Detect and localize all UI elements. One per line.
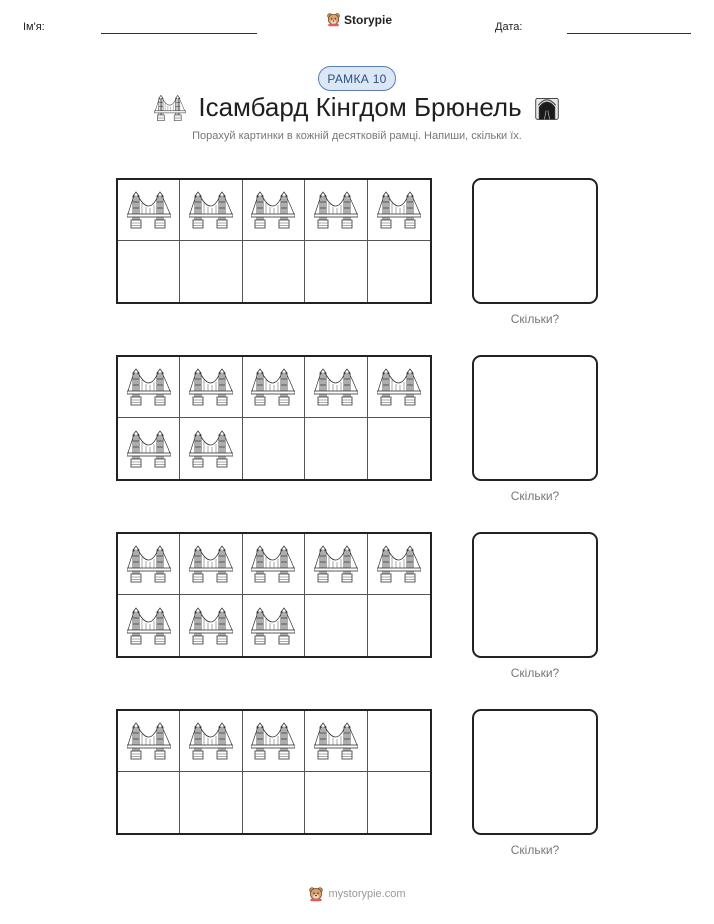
ten-frame-cell <box>243 534 305 595</box>
bridge-icon <box>127 544 171 584</box>
ten-frame-cell <box>305 241 367 302</box>
ten-frame-cell <box>118 357 180 418</box>
ten-frame-cell <box>180 534 242 595</box>
ten-frame-cell <box>180 772 242 833</box>
brand-logo <box>326 12 392 27</box>
bridge-icon <box>127 429 171 469</box>
ten-frame <box>116 532 432 658</box>
ten-frame-cell <box>118 418 180 479</box>
page-title: Ісамбард Кінгдом Брюнель <box>198 92 522 122</box>
footer <box>0 886 714 902</box>
bridge-icon <box>314 544 358 584</box>
title-row <box>0 92 714 123</box>
bridge-icon <box>127 606 171 646</box>
answer-label: Скільки? <box>510 489 560 503</box>
ten-frame-cell <box>243 418 305 479</box>
ten-frame-cell <box>305 534 367 595</box>
ten-frame-cell <box>305 711 367 772</box>
ten-frame <box>116 355 432 481</box>
ten-frame-cell <box>243 357 305 418</box>
ten-frame-cell <box>118 180 180 241</box>
bridge-icon <box>251 367 295 407</box>
ten-frame-cell <box>305 772 367 833</box>
ten-frame-cell <box>118 595 180 656</box>
brand-name: Storypie <box>344 12 393 27</box>
bridge-icon <box>377 544 421 584</box>
ten-frame-cell <box>180 180 242 241</box>
bridge-icon <box>127 721 171 761</box>
ten-frame <box>116 709 432 835</box>
answer-box[interactable] <box>472 532 598 658</box>
tunnel-icon <box>534 95 560 121</box>
bridge-icon <box>189 606 233 646</box>
bridge-icon <box>251 721 295 761</box>
ten-frame-cell <box>368 357 430 418</box>
footer-url: mystorypie.com <box>328 888 406 900</box>
ten-frame-cell <box>118 534 180 595</box>
bridge-icon <box>314 190 358 230</box>
ten-frame-cell <box>118 241 180 302</box>
ten-frame-cell <box>243 180 305 241</box>
ten-frame-cell <box>305 180 367 241</box>
date-label: Дата: <box>495 21 523 33</box>
ten-frame-cell <box>180 418 242 479</box>
ten-frame-cell <box>180 241 242 302</box>
bridge-icon <box>127 367 171 407</box>
ten-frame-cell <box>118 711 180 772</box>
bridge-icon <box>377 367 421 407</box>
ten-frame-cell <box>180 357 242 418</box>
ten-frame-cell <box>305 418 367 479</box>
bridge-icon <box>154 94 186 122</box>
bear-mascot-icon <box>308 886 324 902</box>
ten-frame-cell <box>305 357 367 418</box>
bridge-icon <box>189 429 233 469</box>
ten-frame-cell <box>180 711 242 772</box>
ten-frame <box>116 178 432 304</box>
ten-frame-cell <box>368 595 430 656</box>
ten-frame-cell <box>243 595 305 656</box>
ten-frame-cell <box>368 772 430 833</box>
ten-frame-cell <box>305 595 367 656</box>
ten-frame-cell <box>368 711 430 772</box>
ten-frame-cell <box>180 595 242 656</box>
answer-box[interactable] <box>472 355 598 481</box>
answer-label: Скільки? <box>510 666 560 680</box>
ten-frame-cell <box>243 711 305 772</box>
bear-mascot-icon <box>326 12 341 27</box>
instructions: Порахуй картинки в кожній десятковій рамці. Напиши, скільки їх. <box>192 130 522 142</box>
name-line[interactable] <box>101 33 257 34</box>
frame-badge: РАМКА 10 <box>318 66 396 91</box>
ten-frame-cell <box>243 772 305 833</box>
ten-frame-cell <box>243 241 305 302</box>
answer-label: Скільки? <box>510 312 560 326</box>
bridge-icon <box>251 606 295 646</box>
bridge-icon <box>189 190 233 230</box>
bridge-icon <box>377 190 421 230</box>
bridge-icon <box>189 544 233 584</box>
ten-frame-cell <box>368 241 430 302</box>
bridge-icon <box>189 721 233 761</box>
bridge-icon <box>314 721 358 761</box>
answer-box[interactable] <box>472 709 598 835</box>
answer-label: Скільки? <box>510 843 560 857</box>
bridge-icon <box>314 367 358 407</box>
bridge-icon <box>189 367 233 407</box>
ten-frame-cell <box>368 534 430 595</box>
answer-box[interactable] <box>472 178 598 304</box>
ten-frame-cell <box>368 180 430 241</box>
date-line[interactable] <box>567 33 691 34</box>
bridge-icon <box>127 190 171 230</box>
bridge-icon <box>251 544 295 584</box>
bridge-icon <box>251 190 295 230</box>
ten-frame-cell <box>118 772 180 833</box>
ten-frame-cell <box>368 418 430 479</box>
name-label: Ім'я: <box>23 21 45 33</box>
